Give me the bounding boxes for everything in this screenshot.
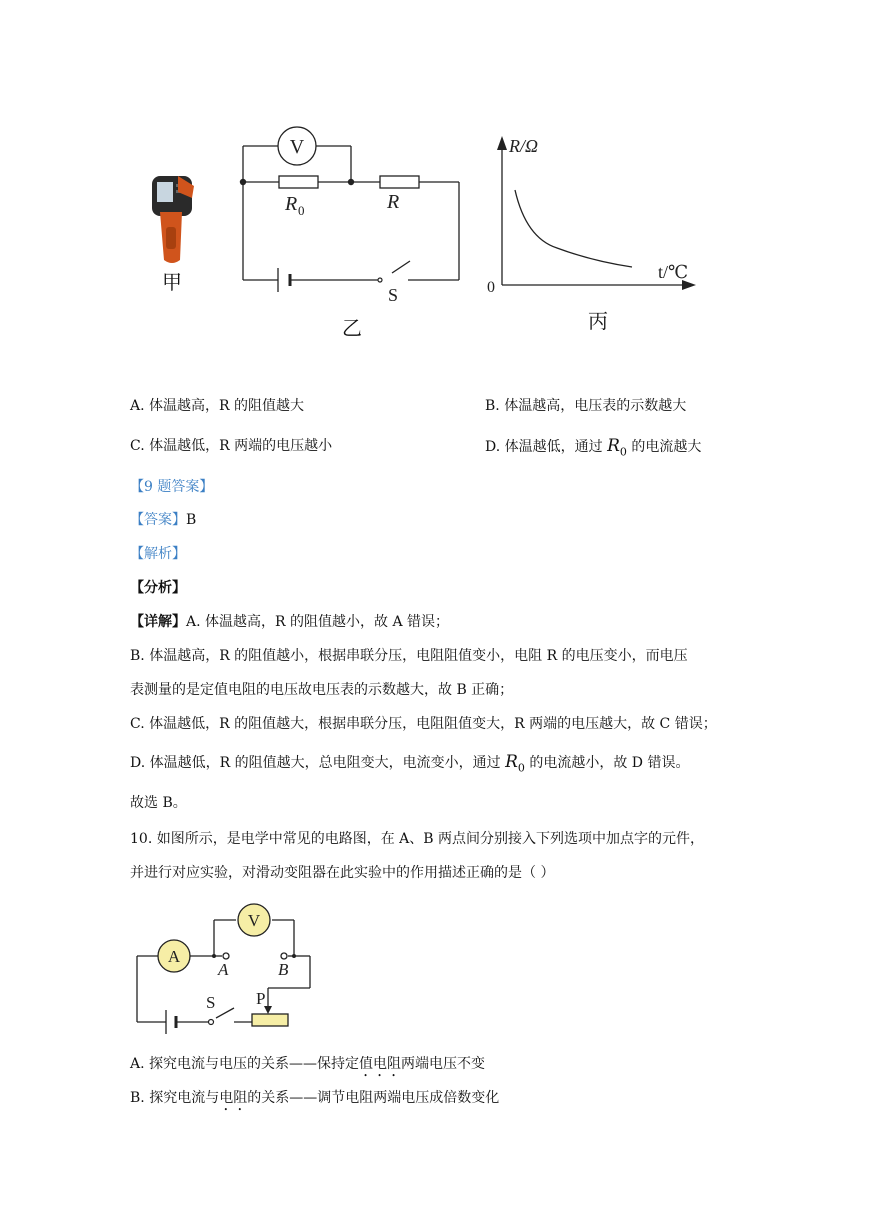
thermometer-figure bbox=[148, 172, 198, 267]
answer-value: B bbox=[186, 512, 197, 528]
switch-label-2: S bbox=[206, 993, 216, 1012]
circuit-diagram-1 bbox=[230, 118, 470, 338]
detail-tag: 【详解】 bbox=[130, 614, 186, 630]
y-axis-label: R/Ω bbox=[509, 136, 539, 156]
circuit-diagram-2 bbox=[128, 900, 328, 1040]
figure-label-bing: 丙 bbox=[588, 309, 608, 333]
point-a-label: A bbox=[218, 960, 229, 979]
origin-label: 0 bbox=[487, 279, 495, 296]
r-label: R bbox=[387, 191, 400, 213]
q10-option-b: B. 探究电流与电阻的关系——调节电阻两端电压成倍数变化 bbox=[130, 1090, 500, 1106]
emphasized-text: 电阻 bbox=[219, 1090, 248, 1106]
figure-label-yi: 乙 bbox=[342, 316, 362, 340]
analysis-header: 【解析】 bbox=[130, 546, 186, 562]
detail-c: C. 体温越低，R 的阻值越大，根据串联分压，电阻阻值变大，R 两端的电压越大，故 C 错误； bbox=[130, 716, 717, 732]
resistance-temperature-graph bbox=[482, 128, 702, 303]
r0-label: R bbox=[285, 193, 298, 215]
answer-header: 【9 题答案】 bbox=[130, 479, 214, 495]
answer-tag: 【答案】 bbox=[130, 512, 186, 528]
voltmeter-symbol-2: V bbox=[247, 911, 261, 930]
q10-stem-line1: 10. 如图所示，是电学中常见的电路图，在 A、B 两点间分别接入下列选项中加点字的元件， bbox=[130, 831, 705, 847]
q9-option-d bbox=[485, 436, 701, 462]
point-b-label: B bbox=[278, 960, 289, 979]
q9-option-b: B. 体温越高，电压表的示数越大 bbox=[485, 398, 687, 414]
q9-option-d-post: 的电流越大 bbox=[631, 439, 702, 455]
ammeter-symbol: A bbox=[167, 947, 181, 966]
detail-b-line1: B. 体温越高，R 的阻值越小，根据串联分压，电阻阻值变小，电阻 R 的电压变小，而电压 bbox=[130, 648, 688, 664]
x-axis-label: t/℃ bbox=[658, 262, 689, 282]
figure-label-jia: 甲 bbox=[162, 270, 182, 294]
switch-label: S bbox=[388, 285, 399, 305]
fenxi-header: 【分析】 bbox=[130, 580, 186, 596]
slider-label: P bbox=[256, 989, 266, 1008]
answer-line bbox=[130, 510, 196, 530]
conclusion: 故选 B。 bbox=[130, 795, 187, 811]
q10-option-a: A. 探究电流与电压的关系——保持定值电阻两端电压不变 bbox=[130, 1056, 486, 1072]
r0-symbol: $R_0$ bbox=[505, 752, 525, 775]
q9-option-c: C. 体温越低，R 两端的电压越小 bbox=[130, 438, 333, 454]
detail-b-line2: 表测量的是定值电阻的电压故电压表的示数越大，故 B 正确； bbox=[130, 682, 514, 698]
detail-d: D. 体温越低，R 的阻值越大，总电阻变大，电流变小，通过 $R_0$ 的电流越小，故 D 错误。 bbox=[130, 752, 690, 775]
voltmeter-symbol: V bbox=[289, 136, 305, 158]
q10-stem-line2: 并进行对应实验，对滑动变阻器在此实验中的作用描述正确的是（ ） bbox=[130, 865, 555, 881]
r0-subscript: 0 bbox=[298, 203, 305, 218]
r0-symbol: $R_0$ bbox=[607, 436, 627, 459]
q9-option-d-pre: D. 体温越低，通过 bbox=[485, 439, 603, 455]
thermometer-icon bbox=[148, 172, 198, 267]
emphasized-text: 值电阻 bbox=[359, 1056, 402, 1072]
detail-a: 【详解】A. 体温越高，R 的阻值越小，故 A 错误； bbox=[130, 614, 450, 630]
q9-option-a: A. 体温越高，R 的阻值越大 bbox=[130, 398, 305, 414]
